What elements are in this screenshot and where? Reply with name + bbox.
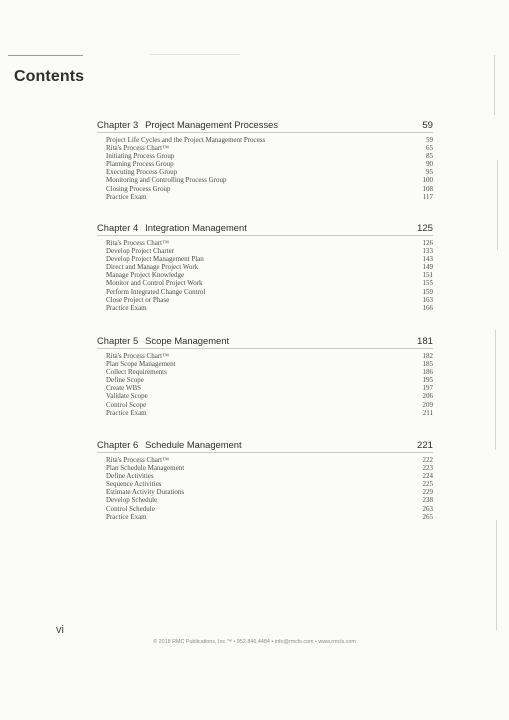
toc-entry-title: Rita's Process Chart™ — [106, 352, 169, 360]
chapter-number: Chapter 6 — [97, 439, 139, 450]
toc-entry-page: 85 — [426, 152, 433, 161]
toc-entry-title: Planning Process Group — [106, 160, 174, 169]
toc-entry-title: Plan Scope Management — [106, 360, 176, 369]
toc-entry[interactable] — [97, 239, 433, 247]
toc-entry-title: Define Scope — [106, 376, 144, 385]
toc-entry-page: 133 — [422, 247, 433, 256]
toc-entry-title: Validate Scope — [106, 392, 148, 401]
toc-entry-page: 159 — [422, 287, 433, 296]
toc-entry-title: Develop Project Charter — [106, 247, 175, 256]
chapter-heading[interactable] — [97, 439, 433, 453]
toc-entry[interactable] — [97, 255, 433, 263]
toc-entry-title: Direct and Manage Project Work — [106, 263, 199, 272]
toc-entry-page: 95 — [426, 168, 433, 177]
toc-entry-page: 149 — [422, 263, 433, 272]
toc-entry[interactable] — [97, 368, 433, 376]
toc-entry-title: Plan Schedule Management — [106, 464, 185, 473]
chapter-entry-list — [97, 136, 433, 201]
toc-entry-page: 108 — [422, 184, 433, 193]
toc-entry-title: Develop Project Management Plan — [106, 255, 204, 264]
toc-entry[interactable] — [97, 304, 433, 312]
page-folio: vi — [56, 624, 64, 636]
chapter-entry-list — [97, 239, 433, 312]
toc-entry-title: Sequence Activities — [106, 480, 162, 489]
toc-entry-page: 195 — [422, 376, 433, 385]
toc-entry-page: 265 — [422, 512, 433, 521]
toc-entry[interactable] — [97, 271, 433, 279]
toc-entry[interactable] — [97, 392, 433, 400]
chapter-page-number: 221 — [416, 440, 433, 451]
toc-entry-page: 151 — [422, 271, 433, 280]
toc-entry-title: Project Life Cycles and the Project Management Process — [106, 136, 266, 144]
toc-entry[interactable] — [97, 288, 433, 296]
toc-entry[interactable] — [97, 136, 433, 144]
chapter-heading[interactable] — [97, 335, 433, 349]
chapter-heading-left — [97, 439, 242, 450]
toc-entry-page: 206 — [422, 392, 433, 401]
toc-entry-page: 59 — [426, 136, 433, 144]
toc-entry[interactable] — [97, 279, 433, 287]
toc-entry-title: Perform Integrated Change Control — [106, 287, 206, 296]
toc-entry-page: 209 — [422, 400, 433, 409]
toc-entry-title: Executing Process Group — [106, 168, 178, 177]
toc-entry[interactable] — [97, 247, 433, 255]
toc-entry[interactable] — [97, 513, 433, 521]
toc-entry[interactable] — [97, 464, 433, 472]
toc-entry[interactable] — [97, 352, 433, 360]
chapter-number: Chapter 3 — [97, 119, 139, 130]
toc-entry-title: Define Activities — [106, 472, 154, 481]
toc-entry-title: Close Project or Phase — [106, 295, 170, 304]
toc-entry-title: Estimate Activity Durations — [106, 488, 185, 497]
chapter-block — [97, 439, 433, 521]
toc-entry-page: 126 — [422, 239, 433, 247]
toc-entry[interactable] — [97, 152, 433, 160]
chapter-page-number: 125 — [416, 223, 433, 234]
toc-entry-page: 229 — [422, 488, 433, 497]
toc-entry-page: 223 — [422, 464, 433, 473]
chapter-block — [97, 335, 433, 417]
toc-entry[interactable] — [97, 168, 433, 176]
toc-entry-title: Initiating Process Group — [106, 152, 175, 161]
toc-entry[interactable] — [97, 496, 433, 504]
toc-entry[interactable] — [97, 193, 433, 201]
toc-entry[interactable] — [97, 376, 433, 384]
toc-entry[interactable] — [97, 480, 433, 488]
toc-entry-page: 197 — [422, 384, 433, 393]
chapter-block — [97, 119, 433, 201]
scan-edge-mark — [497, 160, 498, 250]
chapter-page-number: 59 — [422, 120, 433, 131]
toc-entry[interactable] — [97, 409, 433, 417]
chapter-heading[interactable] — [97, 222, 433, 236]
toc-entry-page: 222 — [422, 456, 433, 464]
scan-edge-mark — [494, 55, 495, 115]
toc-entry-page: 143 — [422, 255, 433, 264]
toc-entry-page: 163 — [422, 295, 433, 304]
toc-entry[interactable] — [97, 505, 433, 513]
toc-entry-title: Practice Exam — [106, 303, 147, 312]
chapter-heading-left — [97, 335, 229, 346]
toc-entry-title: Rita's Process Chart™ — [106, 239, 169, 247]
page-title: Contents — [14, 68, 85, 85]
chapter-title: Integration Management — [145, 222, 247, 233]
toc-entry-page: 211 — [422, 408, 433, 417]
toc-entry-title: Collect Requirements — [106, 368, 167, 377]
chapter-number: Chapter 5 — [97, 335, 139, 346]
toc-entry-title: Monitor and Control Project Work — [106, 279, 203, 288]
toc-entry[interactable] — [97, 488, 433, 496]
chapter-block — [97, 222, 433, 312]
chapter-entry-list — [97, 352, 433, 417]
scan-edge-mark — [495, 330, 496, 450]
chapter-title: Scope Management — [145, 335, 230, 346]
toc-entry[interactable] — [97, 401, 433, 409]
toc-entry-page: 100 — [422, 176, 433, 185]
toc-entry[interactable] — [97, 263, 433, 271]
toc-entry-title: Create WBS — [106, 384, 142, 393]
toc-entry-page: 65 — [426, 144, 433, 153]
chapter-page-number: 181 — [416, 336, 433, 347]
toc-entry-title: Manage Project Knowledge — [106, 271, 185, 280]
toc-entry-title: Monitoring and Controlling Process Group — [106, 176, 227, 185]
toc-entry-page: 186 — [422, 368, 433, 377]
chapter-title: Project Management Processes — [145, 119, 279, 130]
scan-edge-mark — [496, 520, 497, 630]
toc-entry-title: Rita's Process Chart™ — [106, 144, 169, 153]
chapter-heading[interactable] — [97, 119, 433, 133]
toc-entry[interactable] — [97, 384, 433, 392]
toc-entry-title: Practice Exam — [106, 408, 147, 417]
toc-entry[interactable] — [97, 456, 433, 464]
toc-entry-page: 155 — [422, 279, 433, 288]
toc-entry-page: 182 — [422, 352, 433, 360]
copyright-footer: © 2018 RMC Publications, Inc.™ • 952.846.4484 • info@rmcls.com • www.rmcls.com — [153, 639, 356, 645]
toc-entry[interactable] — [97, 472, 433, 480]
toc-entry-title: Develop Schedule — [106, 496, 158, 505]
chapter-number: Chapter 4 — [97, 222, 139, 233]
toc-entry-title: Control Scope — [106, 400, 147, 409]
toc-entry-title: Control Schedule — [106, 504, 155, 513]
toc-entry[interactable] — [97, 296, 433, 304]
toc-entry-page: 117 — [422, 192, 433, 201]
header-rule — [8, 55, 83, 56]
chapter-title: Schedule Management — [145, 439, 242, 450]
toc-entry-page: 224 — [422, 472, 433, 481]
toc-entry-page: 225 — [422, 480, 433, 489]
toc-entry-page: 238 — [422, 496, 433, 505]
header-rule-faint — [150, 54, 240, 55]
toc-entry[interactable] — [97, 144, 433, 152]
toc-entry-page: 90 — [426, 160, 433, 169]
toc-entry-title: Rita's Process Chart™ — [106, 456, 169, 464]
toc-entry-page: 166 — [422, 303, 433, 312]
toc-entry[interactable] — [97, 360, 433, 368]
toc-entry[interactable] — [97, 176, 433, 184]
toc-entry-page: 185 — [422, 360, 433, 369]
toc-entry-title: Closing Process Group — [106, 184, 171, 193]
toc-entry-title: Practice Exam — [106, 512, 147, 521]
toc-entry[interactable] — [97, 160, 433, 168]
toc-entry-title: Practice Exam — [106, 192, 147, 201]
chapter-heading-left — [97, 119, 278, 130]
chapter-entry-list — [97, 456, 433, 521]
chapter-heading-left — [97, 222, 247, 233]
toc-entry-page: 263 — [422, 504, 433, 513]
toc-entry[interactable] — [97, 185, 433, 193]
